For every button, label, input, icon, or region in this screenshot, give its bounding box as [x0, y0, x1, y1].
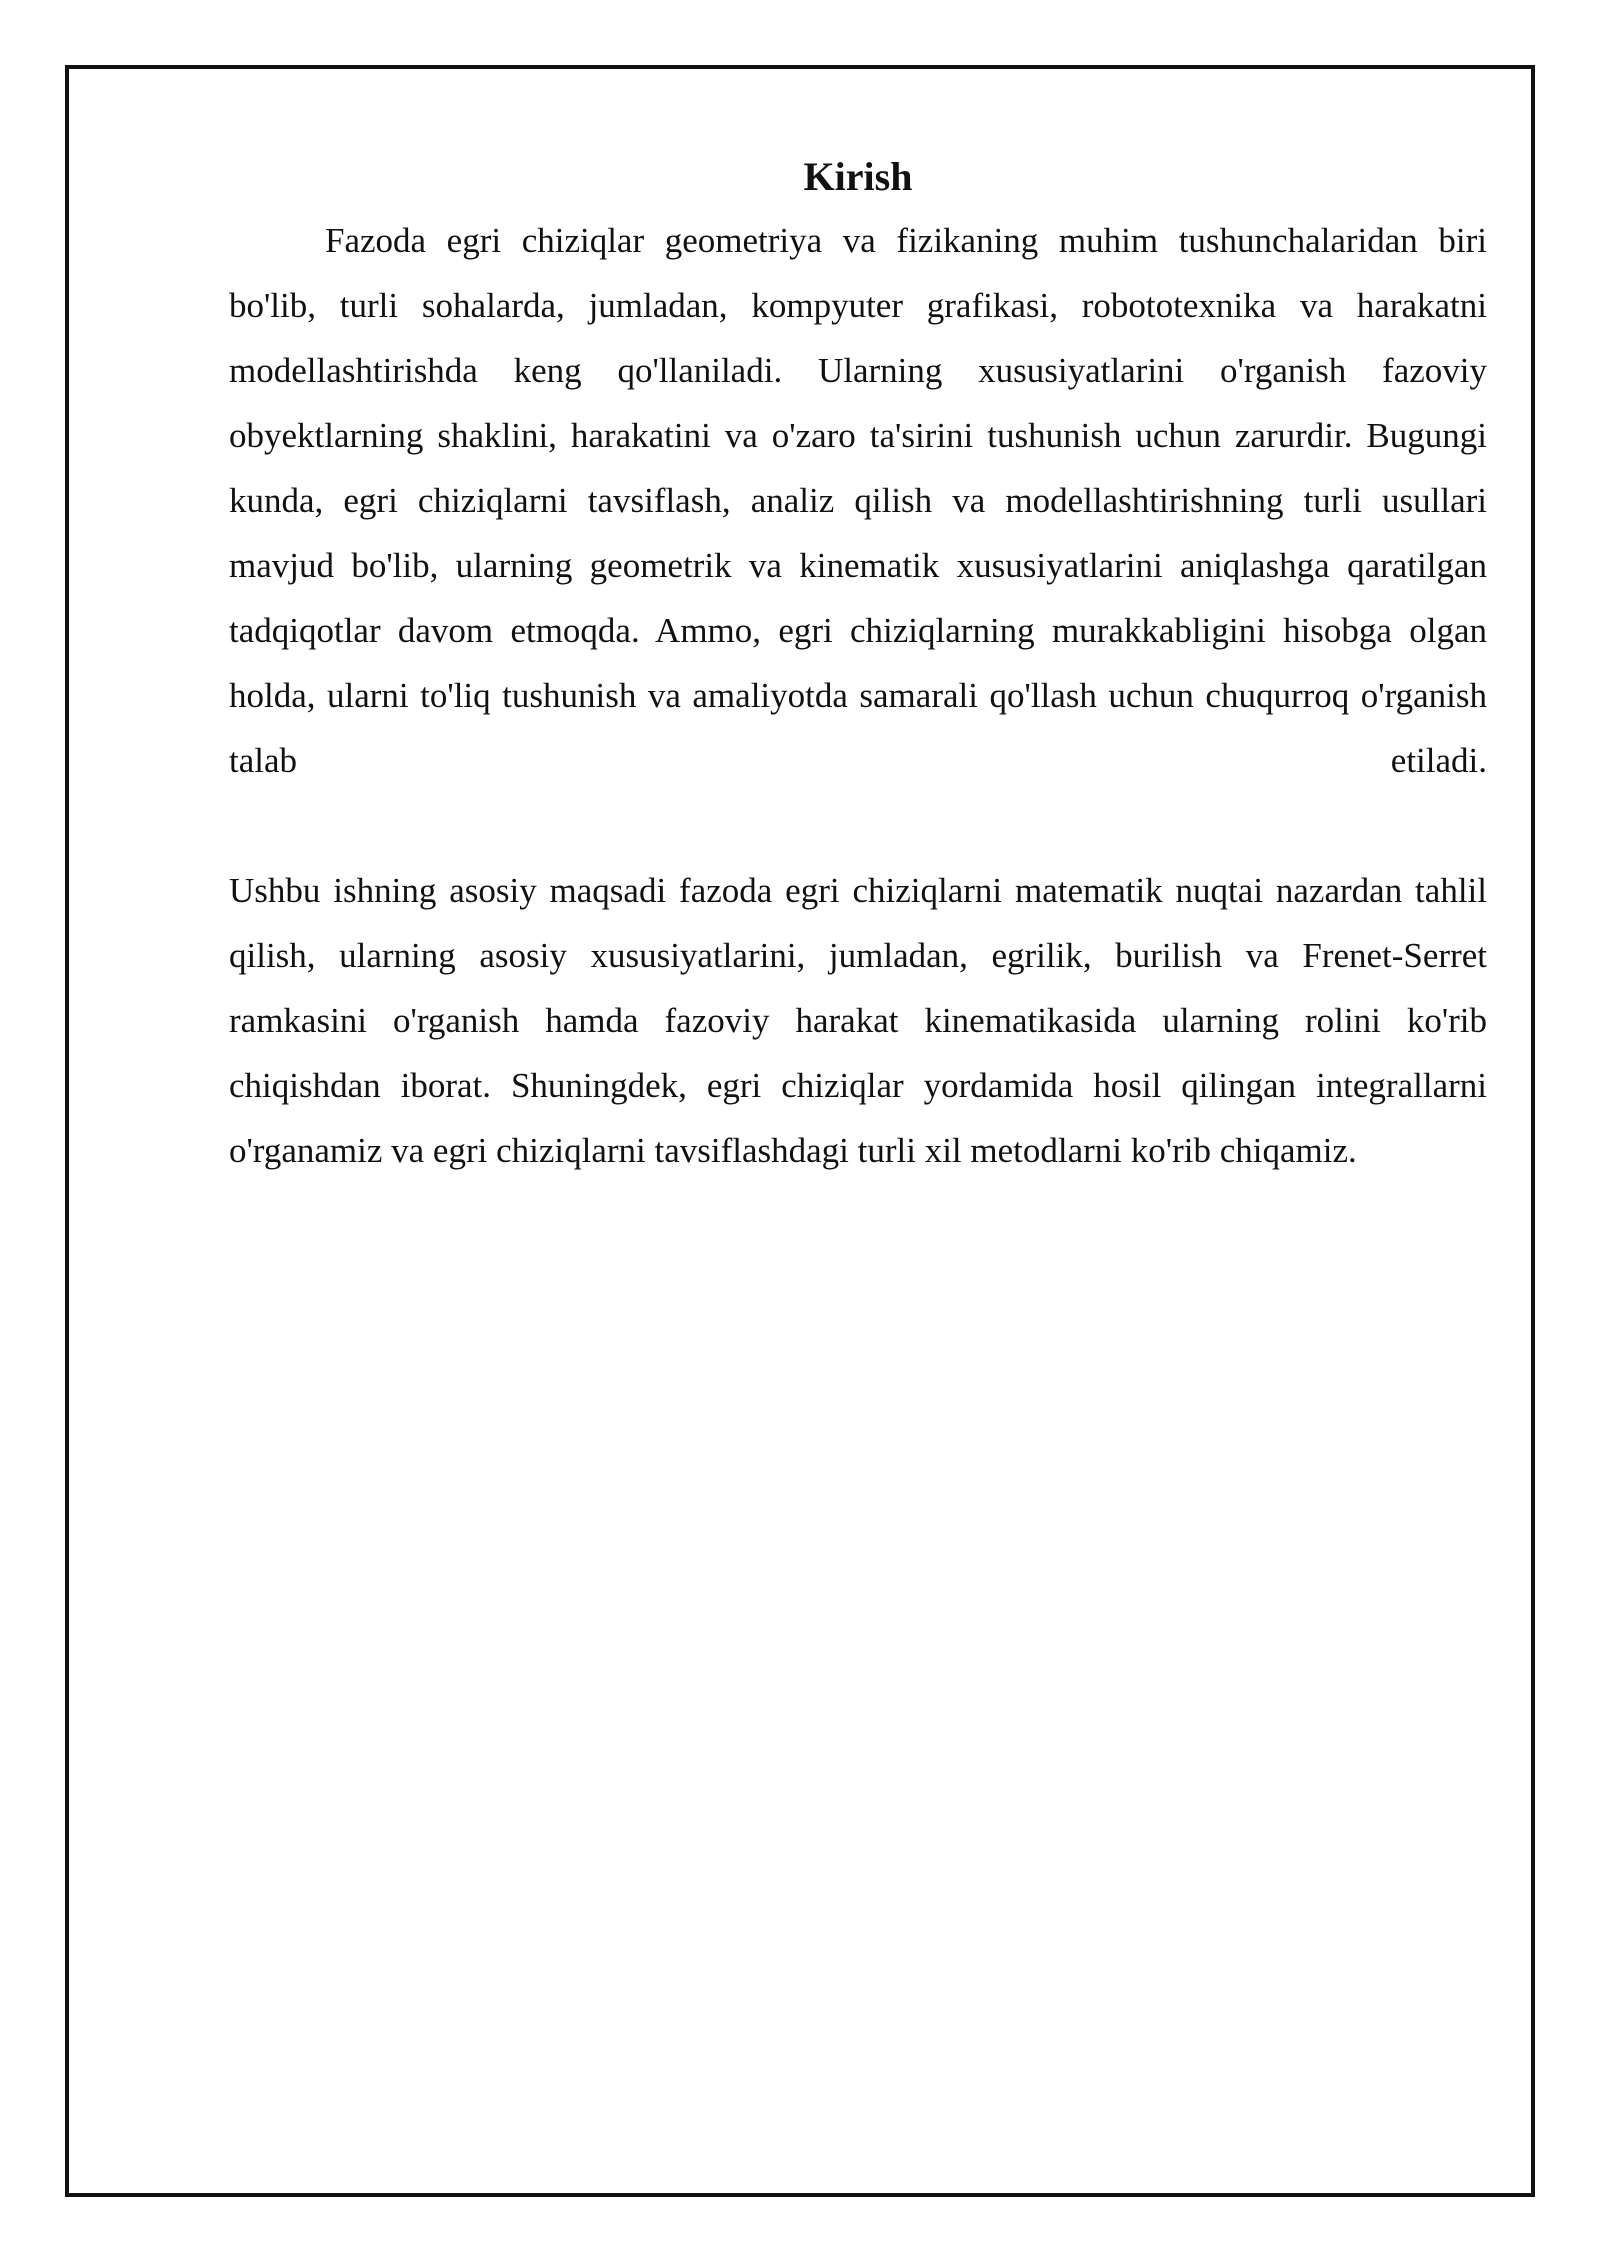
document-body — [229, 148, 1487, 1183]
intro-paragraph: Fazoda egri chiziqlar geometriya va fizikaning muhim tushunchalaridan biri bo'lib, turli sohalarda, jumladan, kompyuter grafikasi, robototexnika va harakatni modellashtirishda keng qo'llaniladi. Ularning xususiyatlarini o'rganish fazoviy obyektlarning shaklini, harakatini va o'zaro ta'sirini tushunish uchun zarurdir. Bugungi kunda, egri chiziqlarni tavsiflash, analiz qilish va modellashtirishning turli usullari mavjud bo'lib, ularning geometrik va kinematik xususiyatlarini aniqlashga qaratilgan tadqiqotlar davom etmoqda. Ammo, egri chiziqlarning murakkabligini hisobga olgan holda, ularni to'liq tushunish va amaliyotda samarali qo'llash uchun chuqurroq o'rganish talab etiladi. — [229, 221, 1487, 780]
paragraph-spacer — [229, 793, 1487, 858]
section-title: Kirish — [803, 154, 913, 199]
purpose-paragraph: Ushbu ishning asosiy maqsadi fazoda egri chiziqlarni matematik nuqtai nazardan tahlil qilish, ularning asosiy xususiyatlarini, jumladan, egrilik, burilish va Frenet-Serret ramkasini o'rganish hamda fazoviy harakat kinematikasida ularning rolini ko'rib chiqishdan iborat. Shuningdek, egri chiziqlar yordamida hosil qilingan integrallarni o'rganamiz va egri chiziqlarni tavsiflashdagi turli xil metodlarni ko'rib chiqamiz. — [229, 871, 1487, 1170]
